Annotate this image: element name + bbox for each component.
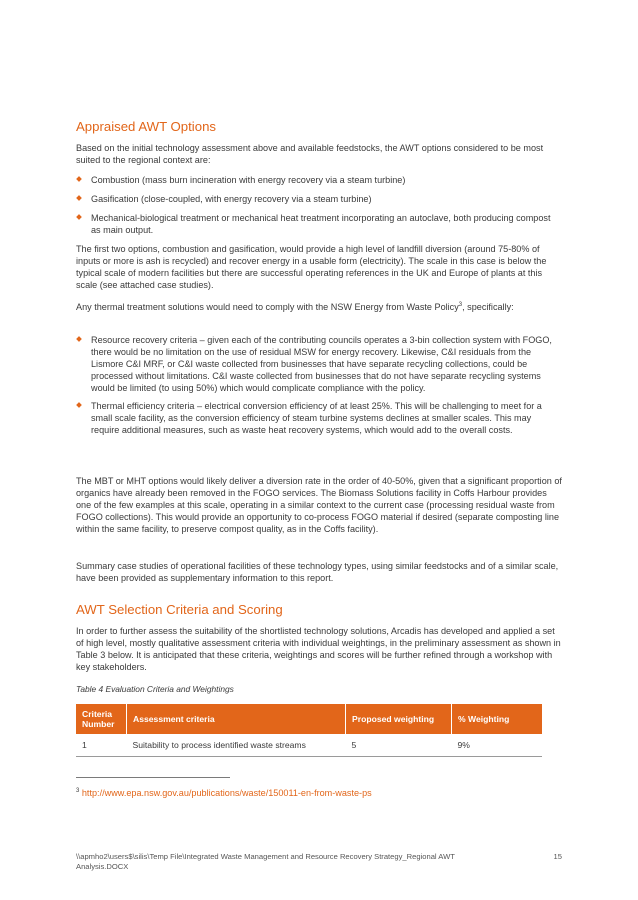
column-header: Proposed weighting [346,704,452,734]
paragraph-case-studies: Summary case studies of operational facilities of these technology types, using similar feedstocks and of a similar scale, have been provided as supplementary information to this report. [76,561,559,583]
table-row [76,734,542,757]
footnote [76,788,372,798]
section-heading-appraised-awt-options: Appraised AWT Options [76,119,216,134]
list-item: Resource recovery criteria – given each of the contributing councils operates a 3-bin collection system with FOGO, there would be no limitation on the use of residual MSW for energy recovery. Likewise, C&I residuals from the Lismore C&I MRF, or C&I waste collected from businesses that have separate recycling collections, could be processed without limitations. C&I waste collected from businesses that do not have separate recycling systems would be limited (to using 50%) which would complicate compliance with the policy. [76,334,562,394]
table-cell: 5 [346,734,452,757]
footnote-link[interactable]: http://www.epa.nsw.gov.au/publications/waste/150011-en-from-waste-ps [81,788,372,798]
footer-file-path: \\apmho2\users$\silis\Temp File\Integrated Waste Management and Resource Recovery Strategy_Regional AWT Analysis.DOCX [76,852,455,871]
paragraph-combustion-gasification: The first two options, combustion and gasification, would provide a high level of landfill diversion (around 75-80% of inputs or more is ash is recycled) and recover energy in a usable form (electricity). The scale in this case is below the typical scale of modern facilities but there are successful operating references in the UK and Europe of plants at this scale (see attached case studies). [76,244,547,290]
bullet-icon [76,195,82,201]
table-cell: 9% [452,734,543,757]
footnote-reference[interactable]: 3 [458,301,463,308]
column-header: % Weighting [452,704,543,734]
bullet-icon [76,214,82,220]
options-list [76,174,562,236]
page-footer [76,852,562,872]
footnote-number: 3 [76,787,80,794]
paragraph-mbt-mht: The MBT or MHT options would likely deliver a diversion rate in the order of 40-50%, given that a significant proportion of organics have already been removed in the FOGO services. The Biomass Solutions facility in Coffs Harbour provides one of the few examples at this scale, operating in a similar context to the current case (processing residual waste from FOGO collections). This would provide an opportunity to co-process FOGO material if desired (separate composting line within the same facility, to preserve compost quality, as in the Coffs facility). [76,476,562,534]
table-cell: 1 [76,734,127,757]
list-item: Combustion (mass burn incineration with energy recovery via a steam turbine) [76,174,562,186]
column-header: Criteria Number [76,704,127,734]
bullet-icon [76,336,82,342]
list-item: Mechanical-biological treatment or mechanical heat treatment incorporating an autoclave, both producing compost as main output. [76,212,562,236]
bullet-icon [76,176,82,182]
criteria-table [76,704,542,757]
list-item: Gasification (close-coupled, with energy recovery via a steam turbine) [76,193,562,205]
table-caption: Table 4 Evaluation Criteria and Weightings [76,684,234,694]
bullet-icon [76,402,82,408]
page-number: 15 [553,852,562,861]
footnote-divider [76,777,230,778]
list-item: Thermal efficiency criteria – electrical conversion efficiency of at least 25%. This will be challenging to meet for a small scale facility, as the conversion efficiency of steam turbine systems declines at smaller scales. This may require additional measures, such as waste heat recovery systems, which would add to the overall costs. [76,400,562,436]
paragraph-assessment: In order to further assess the suitability of the shortlisted technology solutions, Arcadis has developed and applied a set of high level, mostly qualitative assessment criteria with individual weightings, in the preliminary assessment as shown in Table 3 below. It is anticipated that these criteria, weightings and scores will be further refined through a workshop with key stakeholders. [76,626,561,672]
criteria-list [76,334,562,436]
column-header: Assessment criteria [127,704,346,734]
intro-paragraph: Based on the initial technology assessment above and available feedstocks, the AWT options considered to be most suited to the regional context are: [76,143,544,165]
table-cell: Suitability to process identified waste streams [127,734,346,757]
table-header-row [76,704,542,734]
paragraph-energy-policy: Any thermal treatment solutions would need to comply with the NSW Energy from Waste Policy$^3$, specifically: [76,301,514,312]
section-heading-awt-selection-criteria: AWT Selection Criteria and Scoring [76,602,283,617]
